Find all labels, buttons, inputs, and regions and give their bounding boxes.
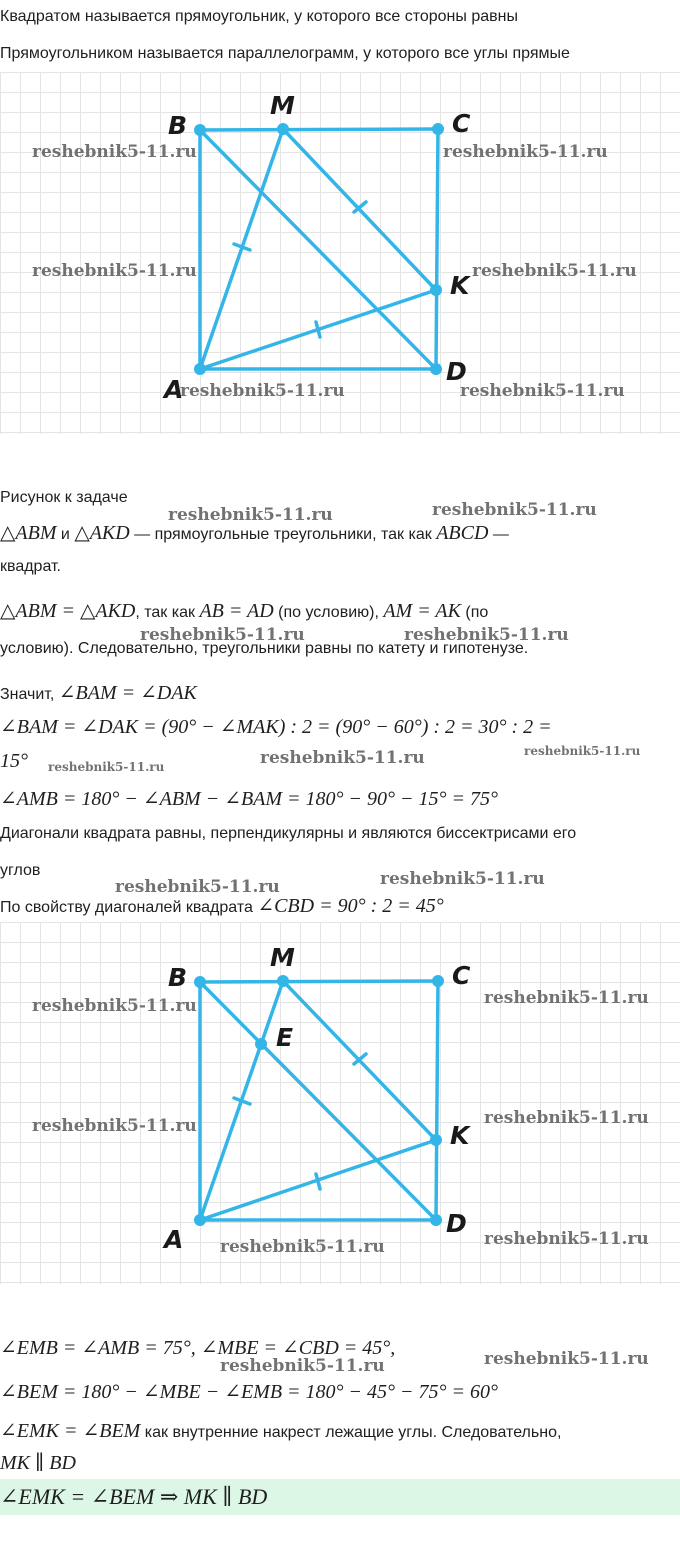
watermark: reshebnik5-11.ru bbox=[260, 748, 425, 768]
side-cd bbox=[436, 981, 438, 1220]
statement-10: ∠EMK = ∠BEM как внутренние накрест лежащие углы. Следовательно, bbox=[0, 1420, 562, 1442]
side-bc bbox=[200, 981, 438, 982]
statement-4-cont: 15° bbox=[0, 750, 28, 772]
watermark: reshebnik5-11.ru bbox=[472, 261, 637, 281]
statement-6: Диагонали квадрата равны, перпендикулярны и являются биссектрисами его bbox=[0, 825, 577, 842]
watermark: reshebnik5-11.ru bbox=[460, 381, 625, 401]
statement-2-cont: условию). Следовательно, треугольники равны по катету и гипотенузе. bbox=[0, 640, 529, 657]
statement-4: ∠BAM = ∠DAK = (90° − ∠MAK) : 2 = (90° − 60°) : 2 = 30° : 2 = bbox=[0, 716, 552, 738]
label-d: D bbox=[446, 357, 467, 386]
label-a: A bbox=[164, 375, 184, 404]
watermark: reshebnik5-11.ru bbox=[404, 625, 569, 645]
statement-2: △ABM = △AKD, так как AB = AD (по условию), AM = AK (по bbox=[0, 600, 489, 622]
statement-11: MK ∥ BD bbox=[0, 1452, 76, 1474]
statement-8: ∠EMB = ∠AMB = 75°, ∠MBE = ∠CBD = 45°, bbox=[0, 1337, 396, 1359]
statement-3: Значит, ∠BAM = ∠DAK bbox=[0, 682, 197, 704]
watermark: reshebnik5-11.ru bbox=[443, 142, 608, 162]
watermark: reshebnik5-11.ru bbox=[140, 625, 305, 645]
watermark: reshebnik5-11.ru bbox=[180, 381, 345, 401]
watermark: reshebnik5-11.ru bbox=[32, 996, 197, 1016]
watermark: reshebnik5-11.ru bbox=[168, 505, 333, 525]
label-c: C bbox=[452, 109, 471, 138]
label-e: E bbox=[276, 1023, 294, 1052]
watermark: reshebnik5-11.ru bbox=[484, 988, 649, 1008]
watermark: reshebnik5-11.ru bbox=[115, 877, 280, 897]
def-square: Квадратом называется прямоугольник, у которого все стороны равны bbox=[0, 8, 518, 25]
statement-1-cont: квадрат. bbox=[0, 558, 61, 575]
statement-1: △ABM и △AKD — прямоугольные треугольники, так как ABCD — bbox=[0, 522, 509, 544]
def-rectangle: Прямоугольником называется параллелограмм, у которого все углы прямые bbox=[0, 45, 570, 62]
segment-am bbox=[200, 129, 283, 369]
statement-9: ∠BEM = 180° − ∠MBE − ∠EMB = 180° − 45° − 75° = 60° bbox=[0, 1381, 499, 1403]
label-b: B bbox=[168, 963, 188, 992]
label-d: D bbox=[446, 1209, 467, 1238]
watermark: reshebnik5-11.ru bbox=[484, 1349, 649, 1369]
label-m: M bbox=[270, 91, 295, 120]
side-bc bbox=[200, 129, 438, 130]
watermark: reshebnik5-11.ru bbox=[484, 1229, 649, 1249]
label-m: M bbox=[270, 943, 295, 972]
figure-1-drawing bbox=[0, 72, 680, 434]
label-k: K bbox=[450, 1121, 470, 1150]
watermark: reshebnik5-11.ru bbox=[380, 869, 545, 889]
label-b: B bbox=[168, 111, 188, 140]
watermark: reshebnik5-11.ru bbox=[32, 142, 197, 162]
watermark: reshebnik5-11.ru bbox=[524, 744, 641, 758]
watermark: reshebnik5-11.ru bbox=[432, 500, 597, 520]
watermark: reshebnik5-11.ru bbox=[48, 760, 165, 774]
watermark: reshebnik5-11.ru bbox=[32, 1116, 197, 1136]
tick-ak bbox=[316, 322, 320, 337]
tick-ak bbox=[316, 1174, 320, 1189]
label-a: A bbox=[164, 1225, 184, 1254]
statement-6-cont: углов bbox=[0, 862, 41, 879]
figure-caption: Рисунок к задаче bbox=[0, 489, 128, 506]
label-k: K bbox=[450, 271, 470, 300]
watermark: reshebnik5-11.ru bbox=[32, 261, 197, 281]
side-cd bbox=[436, 129, 438, 369]
watermark: reshebnik5-11.ru bbox=[220, 1237, 385, 1257]
statement-7: По свойству диагоналей квадрата ∠CBD = 90° : 2 = 45° bbox=[0, 895, 444, 917]
watermark: reshebnik5-11.ru bbox=[220, 1356, 385, 1376]
figure-1 bbox=[0, 72, 680, 434]
label-c: C bbox=[452, 961, 471, 990]
watermark: reshebnik5-11.ru bbox=[484, 1108, 649, 1128]
answer-box bbox=[0, 1479, 680, 1515]
statement-5: ∠AMB = 180° − ∠ABM − ∠BAM = 180° − 90° − 15° = 75° bbox=[0, 788, 499, 810]
answer-text: ∠EMK = ∠BEM ⇒ MK ∥ BD bbox=[0, 1484, 268, 1509]
